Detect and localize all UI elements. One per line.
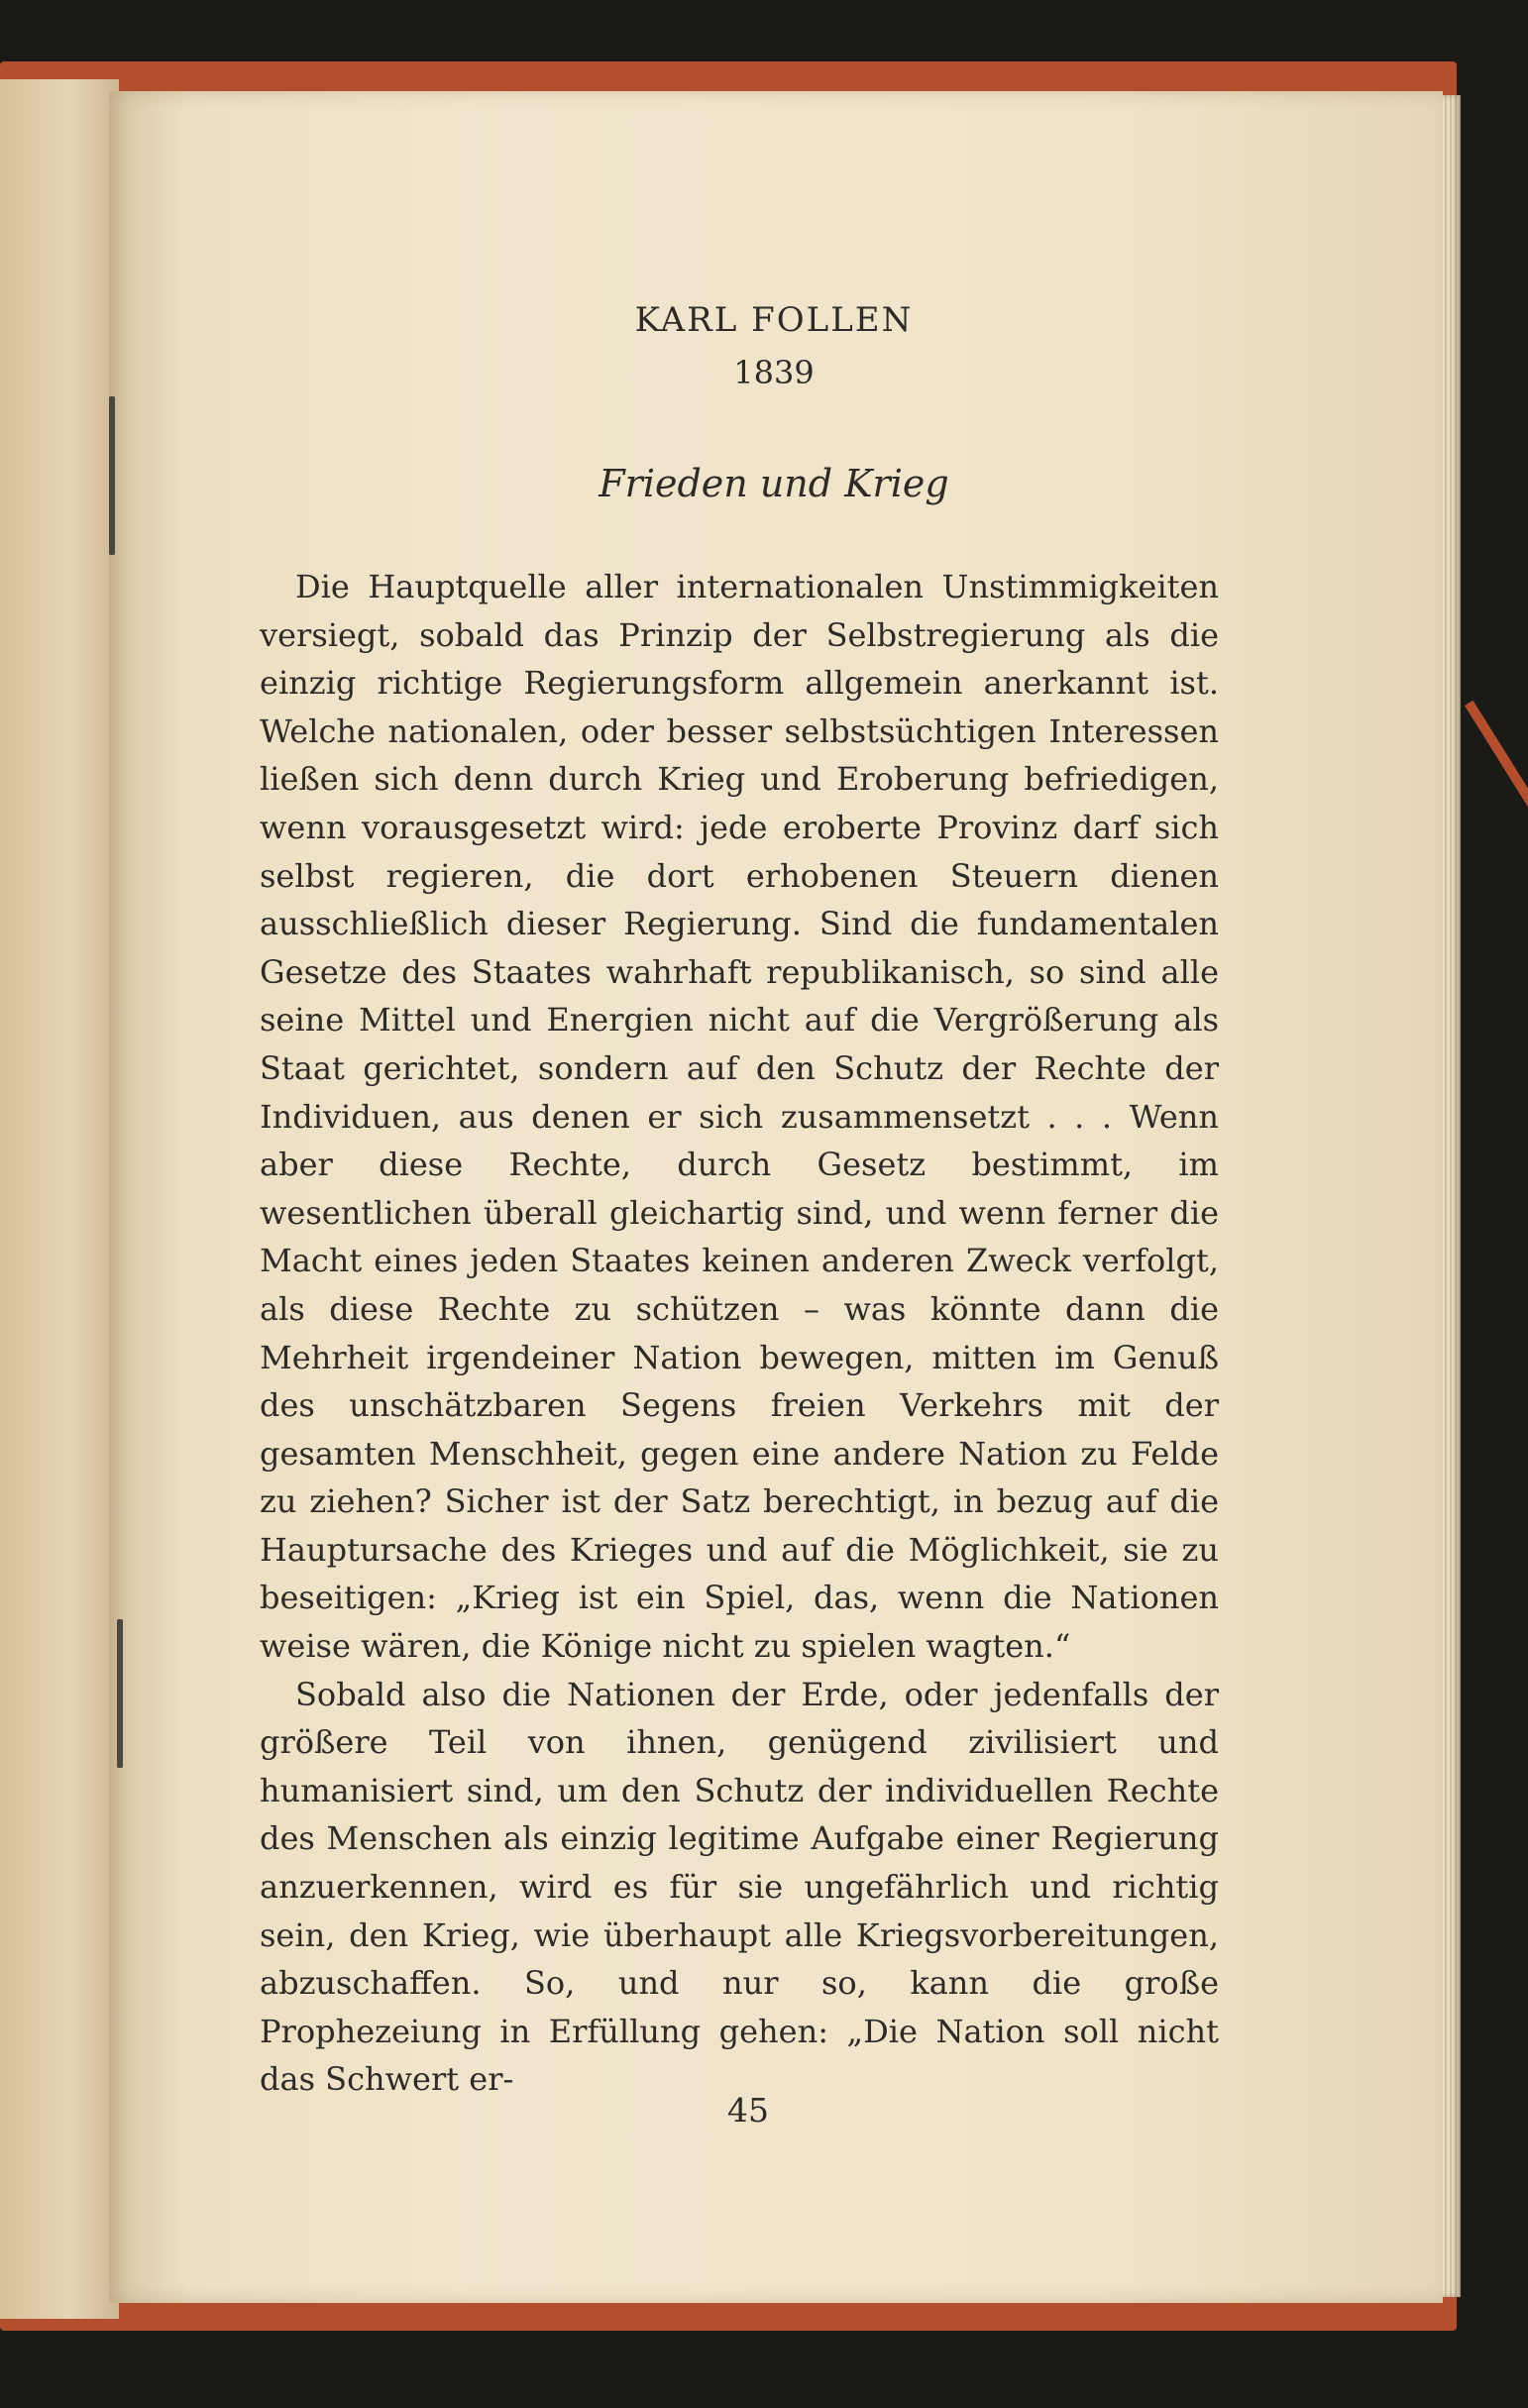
year-heading: 1839 xyxy=(733,354,815,391)
author-heading: KARL FOLLEN xyxy=(634,300,914,340)
page-text-block xyxy=(260,295,1219,2104)
facing-page-edge xyxy=(0,79,119,2319)
body-paragraph: Die Hauptquelle aller internationalen Unstimmigkeiten versiegt, sobald das Prinzip der Selbstregierung als die einzig richtige Regierungsform allgemein anerkannt ist. Welche nationalen, oder besser selbstsüchtigen Interessen ließen sich denn durch Krieg und Eroberung befriedigen, wenn vorausgesetzt wird: jede eroberte Provinz darf sich selbst regieren, die dort erhobenen Steuern dienen ausschließlich dieser Regierung. Sind die fundamentalen Gesetze des Staates wahrhaft republikanisch, so sind alle seine Mittel und Energien nicht auf die Vergrößerung als Staat gerichtet, sondern auf den Schutz der Rechte der Individuen, aus denen er sich zusammensetzt . . . Wenn aber diese Rechte, durch Gesetz bestimmt, im wesentlichen überall gleichartig sind, und wenn ferner die Macht eines jeden Staates keinen anderen Zweck verfolgt, als diese Rechte zu schützen – was könnte dann die Mehrheit irgendeiner Nation bewegen, mitten im Genuß des unschätzbaren Segens freien Verkehrs mit der gesamten Menschheit, gegen eine andere Nation zu Felde zu ziehen? Sicher ist der Satz berechtigt, in bezug auf die Hauptursache des Krieges und auf die Möglichkeit, sie zu beseitigen: „Krieg ist ein Spiel, das, wenn die Nationen weise wären, die Könige nicht zu spielen wagten.“ xyxy=(260,568,1219,1666)
chapter-title: Frieden und Krieg xyxy=(599,462,949,505)
page-number: 45 xyxy=(727,2091,769,2130)
binding-thread-mark xyxy=(117,1619,123,1768)
binding-thread-mark xyxy=(109,396,115,555)
body-paragraph: Sobald also die Nationen der Erde, oder jedenfalls der größere Teil von ihnen, genügend zivilisiert und humanisiert sind, um den Schutz der individuellen Rechte des Menschen als einzig legitime Aufgabe einer Regierung anzuerkennen, wird es für sie ungefährlich und richtig sein, den Krieg, wie überhaupt alle Kriegsvorbereitungen, abzuschaffen. So, und nur so, kann die große Prophezeiung in Erfüllung gehen: „Die Nation soll nicht das Schwert er- xyxy=(260,1675,1219,2099)
